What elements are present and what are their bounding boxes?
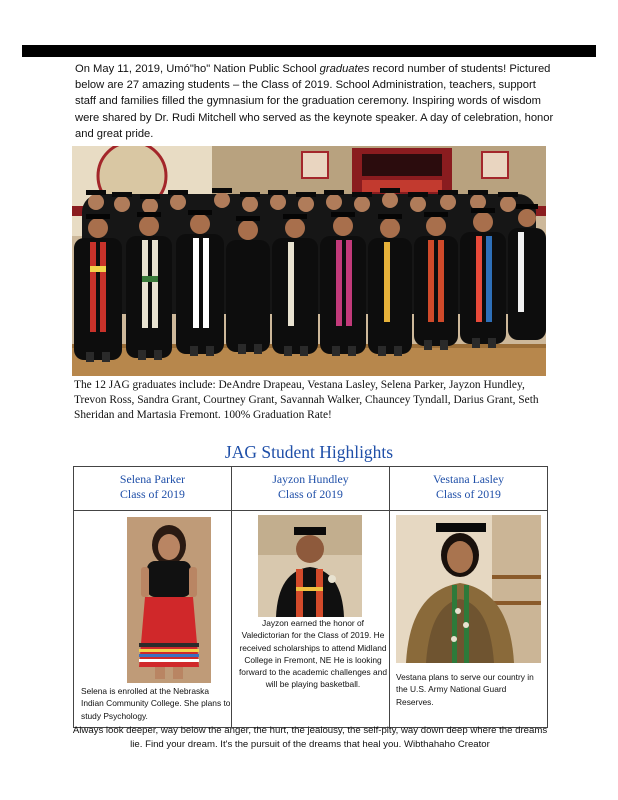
student-highlights-table [73,466,548,728]
student-header-vestana [390,467,548,511]
vestana-photo [396,515,541,663]
jayzon-photo [258,515,362,617]
student-class: Class of 2019 [120,487,185,501]
student-name: Jayzon Hundley [272,472,349,486]
graduates-group-photo [72,146,546,376]
top-bar [22,45,596,57]
student-description: Vestana plans to serve our country in the U.S. Army National Guard Reserves. [396,672,534,707]
student-cell-selena [74,511,232,728]
closing-quote: Always look deeper, way below the anger, the hurt, the jealousy, the self-pity, way down deep where the dreams lie. Find your dream. It's the pursuit of the dreams that heal you. Wibthahaho Creator [72,725,548,750]
highlights-title: JAG Student Highlights [224,442,394,462]
intro-paragraph [75,61,555,142]
student-class: Class of 2019 [278,487,343,501]
photo-caption: The 12 JAG graduates include: DeAndre Drapeau, Vestana Lasley, Selena Parker, Jayzon Hundley, Trevon Ross, Sandra Grant, Courtney Grant, Savannah Walker, Chauncey Tyndall, Darius Grant, Seth Sheridan and Martasia Fremont. 100% Graduation Rate! [74,379,539,421]
student-header-selena [74,467,232,511]
intro-body: Pictured below are 27 amazing students – the Class of 2019. School Administration, teachers, support staff and families filled the gymnasium for the graduation ceremony. Inspiring words of wisdom were shared by Dr. Rudi Mitchell who served as the keynote speaker. A day of celebration, honor and great pride. [75,63,554,140]
intro-text-start: On May 11, 2019, Umó"ho" Nation Public School [75,63,320,75]
student-description: Selena is enrolled at the Nebraska Indian Community College. She plans to study Psychology. [81,686,231,721]
student-cell-jayzon [232,511,390,728]
intro-text-end: record number of students! [369,63,507,75]
student-header-jayzon [232,467,390,511]
intro-emphasis: graduates [319,63,370,75]
selena-photo [127,517,211,683]
student-description: Jayzon earned the honor of Valedictorian for the Class of 2019. He received scholarships to attend Midland College in Fremont, NE He is looking forward to the academic challenges and will be playing basketball. [238,618,388,690]
student-class: Class of 2019 [436,487,501,501]
student-name: Selena Parker [119,472,186,486]
student-cell-vestana [390,511,548,728]
student-name: Vestana Lasley [432,472,505,486]
